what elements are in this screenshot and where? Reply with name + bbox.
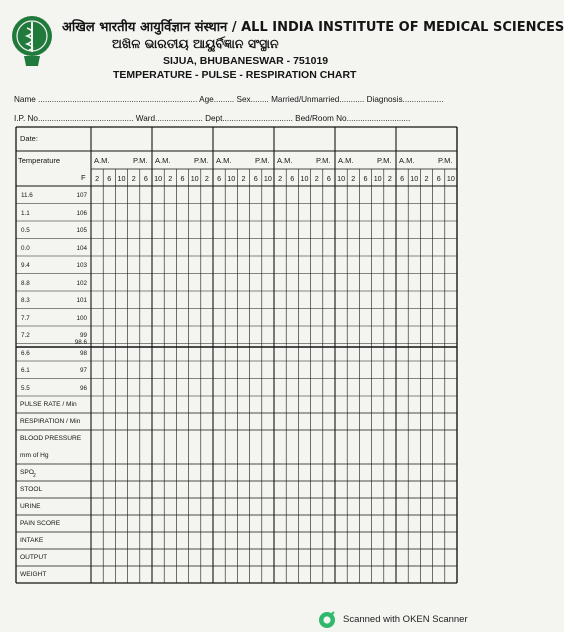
celsius-scale-label: 6.6	[21, 349, 30, 357]
celsius-scale-label: 7.2	[21, 332, 30, 339]
row-label-weight: WEIGHT	[20, 571, 47, 578]
am-label: A.M.	[94, 156, 110, 165]
patient-details-line-2[interactable]: I.P. No.......................................... Ward..................... Dept............................... Bed/Room No............................	[14, 114, 411, 123]
row-label-pulse: PULSE RATE / Min	[20, 401, 77, 408]
hour-label: 6	[436, 174, 441, 183]
hour-label: 10	[227, 174, 236, 183]
fahrenheit-scale-label: 104	[76, 244, 87, 252]
row-label-output: OUTPUT	[20, 554, 48, 561]
hour-label: 6	[400, 174, 405, 183]
hour-label: 2	[204, 174, 209, 183]
hour-label: 2	[387, 174, 392, 183]
celsius-scale-label: 5.5	[21, 384, 30, 392]
am-label: A.M.	[277, 156, 293, 165]
hour-label: 10	[154, 174, 163, 183]
celsius-scale-label: 1.1	[21, 209, 30, 217]
hour-label: 2	[314, 174, 319, 183]
institute-title-hindi: अखिल भारतीय आयुर्विज्ञान संस्थान	[62, 20, 228, 35]
hour-label: 2	[131, 174, 136, 183]
row-label-bp: BLOOD PRESSURE	[20, 435, 82, 442]
hour-label: 2	[168, 174, 173, 183]
am-label: A.M.	[216, 156, 232, 165]
pm-label: P.M.	[377, 156, 392, 165]
pm-label: P.M.	[194, 156, 209, 165]
fahrenheit-label: F	[81, 173, 86, 182]
celsius-scale-label: 11.6	[21, 192, 33, 199]
hour-label: 10	[410, 174, 419, 183]
celsius-scale-label: 0.0	[21, 244, 30, 252]
row-label-spo2: SPO	[20, 469, 34, 476]
hour-label: 2	[95, 174, 100, 183]
fahrenheit-scale-label: 97	[79, 367, 87, 374]
hour-label: 2	[351, 174, 356, 183]
hour-label: 6	[363, 174, 368, 183]
celsius-scale-label: 9.4	[21, 262, 30, 269]
fahrenheit-scale-label: 103	[76, 262, 87, 269]
institute-address: SIJUA, BHUBANESWAR - 751019	[163, 55, 329, 67]
hour-label: 10	[446, 174, 455, 183]
pm-label: P.M.	[316, 156, 331, 165]
hour-label: 10	[337, 174, 346, 183]
am-label: A.M.	[155, 156, 171, 165]
fahrenheit-scale-label: 99	[79, 332, 87, 339]
hour-label: 10	[300, 174, 309, 183]
scanner-logo-icon	[318, 611, 336, 629]
hour-label: 2	[278, 174, 283, 183]
hour-label: 2	[241, 174, 246, 183]
hour-label: 10	[263, 174, 272, 183]
scanner-watermark: Scanned with OKEN Scanner	[343, 614, 468, 625]
hour-label: 6	[290, 174, 295, 183]
row-label-urine: URINE	[20, 503, 41, 510]
fahrenheit-scale-label: 100	[76, 314, 87, 322]
celsius-scale-label: 0.5	[21, 227, 30, 234]
hour-label: 6	[107, 174, 112, 183]
institute-title-odia: ଅଖିଳ ଭାରତୀୟ ଆୟୁର୍ବିଜ୍ଞାନ ସଂସ୍ଥାନ	[112, 36, 279, 51]
fahrenheit-scale-label: 102	[76, 279, 87, 287]
title-separator: /	[231, 20, 237, 35]
hour-label: 6	[143, 174, 148, 183]
celsius-scale-label: 8.8	[21, 279, 30, 287]
spo2-subscript: 2	[33, 473, 36, 479]
hour-label: 6	[217, 174, 222, 183]
hour-label: 6	[253, 174, 258, 183]
hour-label: 10	[190, 174, 199, 183]
hour-label: 10	[117, 174, 126, 183]
celsius-scale-label: 7.7	[21, 314, 30, 322]
fahrenheit-scale-label: 107	[76, 192, 87, 199]
temperature-label: Temperature	[18, 156, 61, 165]
fahrenheit-scale-label: 98	[79, 349, 87, 357]
fahrenheit-scale-label: 106	[76, 209, 87, 217]
pm-label: P.M.	[438, 156, 453, 165]
fahrenheit-scale-label: 98.6	[74, 339, 87, 346]
row-label-stool: STOOL	[20, 486, 43, 493]
pm-label: P.M.	[255, 156, 270, 165]
fahrenheit-scale-label: 101	[76, 297, 87, 304]
hour-label: 10	[373, 174, 382, 183]
hour-label: 2	[424, 174, 429, 183]
row-label-intake: INTAKE	[20, 537, 44, 544]
date-label: Date:	[20, 134, 38, 143]
pm-label: P.M.	[133, 156, 148, 165]
fahrenheit-scale-label: 105	[76, 227, 87, 234]
row-label-respiration: RESPIRATION / Min	[20, 418, 81, 425]
am-label: A.M.	[399, 156, 415, 165]
am-label: A.M.	[338, 156, 354, 165]
celsius-scale-label: 6.1	[21, 367, 30, 374]
bp-unit-label: mm of Hg	[20, 452, 49, 459]
hour-label: 6	[180, 174, 185, 183]
row-label-pain: PAIN SCORE	[20, 520, 61, 527]
celsius-scale-label: 8.3	[21, 297, 30, 304]
hour-label: 6	[326, 174, 331, 183]
patient-details-line-1[interactable]: Name ...................................................................... Age......... Sex........ Married/Unmarried........... Diagnosis..................	[14, 95, 444, 104]
institute-title-english: ALL INDIA INSTITUTE OF MEDICAL SCIENCES	[241, 20, 564, 35]
fahrenheit-scale-label: 96	[79, 384, 87, 392]
chart-title: TEMPERATURE - PULSE - RESPIRATION CHART	[113, 69, 357, 81]
